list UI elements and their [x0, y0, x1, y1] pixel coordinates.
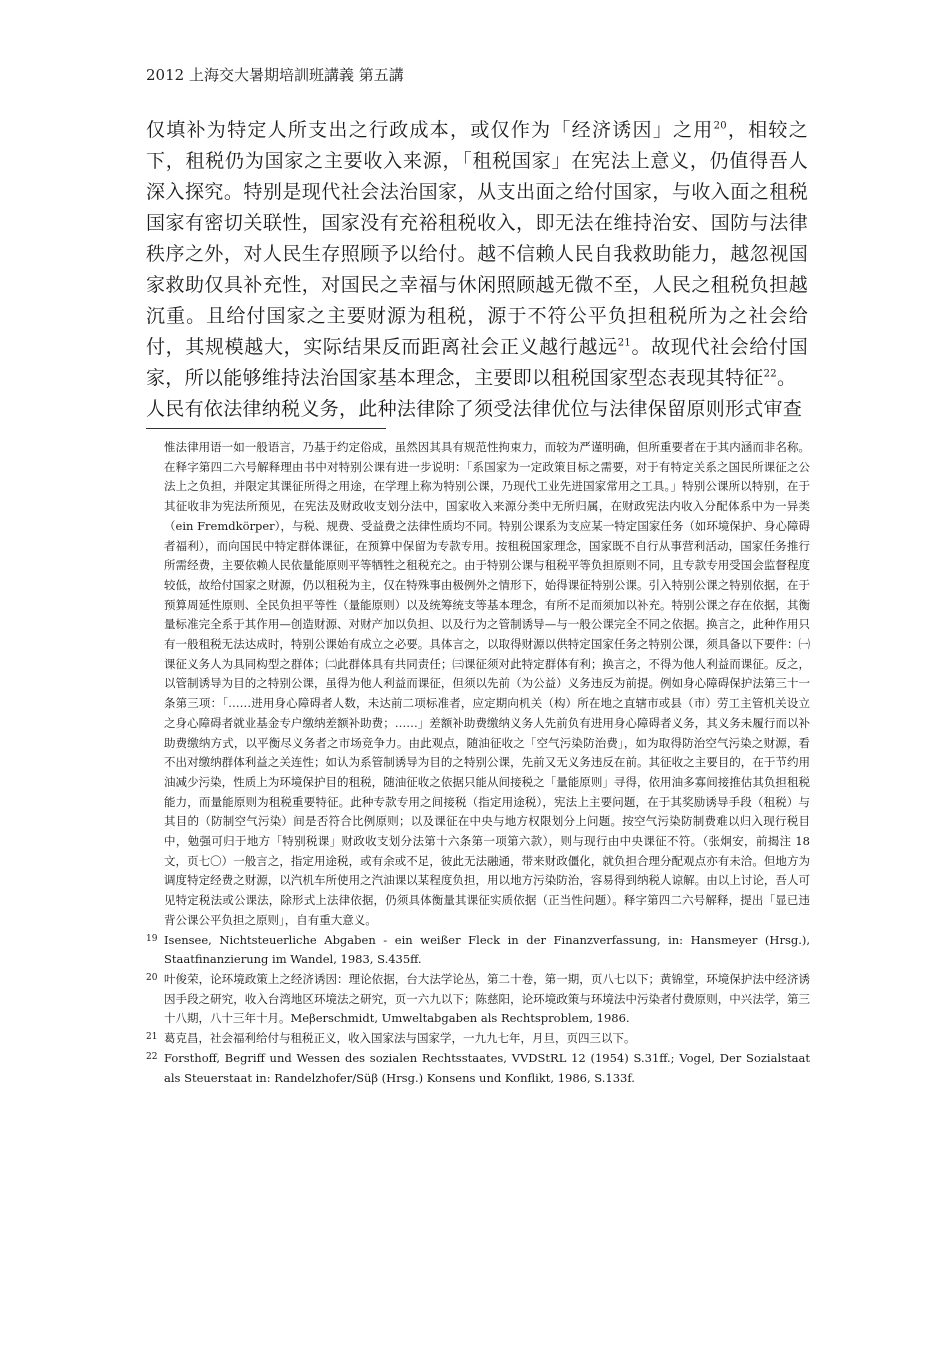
- text-run: 仅填补为特定人所支出之行政成本，或仅作为「经济诱因」之用: [146, 119, 714, 141]
- footnotes: [146, 438, 810, 1088]
- footnote-text: Isensee, Nichtsteuerliche Abgaben - ein weißer Fleck in der Finanzverfassung, in: Hansmeyer (Hrsg.), Staatfinanzierung im Wandel, 1983, S.435ff.: [164, 932, 810, 967]
- footnote-number: 22: [146, 1051, 158, 1062]
- footnote-number: 19: [146, 933, 158, 944]
- footnote-continuation: 惟法律用语一如一般语言，乃基于约定俗成，虽然因其具有规范性拘束力，而较为严谨明确，但所重要者在于其内涵而非名称。在释字第四二六号解释理由书中对特别公课有进一步说明：「系国家为一定政策目标之需要，对于有特定关系之国民所课征之公法上之负担，并限定其课征所得之用途，在学理上称为特别公课，乃现代工业先进国家常用之工具。」特别公课所以特别，在于其征收非为宪法所预见，在宪法及财政收支划分法中，国家收入来源分类中无所归属，在财政宪法内收入分配体系中为一异类（ein Fremdkörper），与税、规费、受益费之法律性质均不同。特别公课系为支应某一特定国家任务（如环境保护、身心障碍者福利），而向国民中特定群体课征，在预算中保留为专款专用。按租税国家理念，国家既不自行从事营利活动，国家任务推行所需经费，主要依赖人民依量能原则平等牺牲之租税充之。由于特别公课与租税平等负担原则不同，且专款专用受国会监督程度较低，故给付国家之财源，仍以租税为主，仅在特殊事由极例外之情形下，始得课征特别公课。引入特别公课之特别依据，在于预算周延性原则、全民负担平等性（量能原则）以及统筹统支等基本理念，有所不足而须加以补充。特别公课之存在依据，其衡量标准完全系于其作用—创造财源、对财产加以负担、以及行为之管制诱导—与一般公课完全不同之依据。换言之，此种作用只有一般租税无法达成时，特别公课始有成立之必要。具体言之，以取得财源以供特定国家任务之特别公课，须具备以下要件：㈠课征义务人为具同构型之群体；㈡此群体具有共同责任；㈢课征须对此特定群体有利；换言之，不得为他人利益而课征。反之，以管制诱导为目的之特别公课，虽得为他人利益而课征，但须以先前（为公益）义务违反为前提。例如身心障碍保护法第三十一条第三项：「……进用身心障碍者人数，未达前二项标准者，应定期向机关（构）所在地之直辖市或县（市）劳工主管机关设立之身心障碍者就业基金专户缴纳差额补助费；……」差额补助费缴纳义务人先前负有进用身心障碍者义务，其义务未履行而以补助费缴纳方式，以平衡尽义务者之市场竞争力。由此观点，随油征收之「空气污染防治费」，如为取得防治空气污染之财源，看不出对缴纳群体利益之关连性；如认为系管制诱导为目的之特别公课，先前又无义务违反在前。其征收之主要目的，在于节约用油减少污染，性质上为环境保护目的租税，随油征收之依据只能从间接税之「量能原则」寻得，依用油多寡间接推估其负担租税能力，而量能原则为租税重要特征。此种专款专用之间接税（指定用途税），宪法上主要问题，在于其奖励诱导手段（租税）与其目的（防制空气污染）间是否符合比例原则；以及课征在中央与地方权限划分上问题。按空气污染防制费难以归入现行税目中，勉强可归于地方「特别税课」财政收支划分法第十六条第一项第六款），则与现行由中央课征不符。（张炯安，前揭注 18 文，页七〇）一般言之，指定用途税，或有余或不足，彼此无法融通，带来财政僵化，就负担合理分配观点亦有未洽。但地方为调度特定经费之财源，以汽机车所使用之汽油课以某程度负担，用以地方污染防治，容易得到纳税人谅解。由以上讨论，吾人可见特定税法或公课法，除形式上法律依据，仍须具体衡量其课征实质依据（正当性问题）。释字第四二六号解释，提出「显已违背公课公平负担之原则」，自有重大意义。: [164, 440, 810, 927]
- footnote-text: 葛克昌，社会福利给付与租税正义，收入国家法与国家学，一九九七年，月旦，页四三以下。: [164, 1031, 636, 1046]
- footnote-21: [146, 1029, 810, 1049]
- page-header: 2012 上海交大暑期培訓班講義 第五講: [146, 66, 404, 84]
- footnote-ref-20[interactable]: 20: [713, 120, 727, 132]
- footnote-22: [146, 1049, 810, 1088]
- text-run: 。: [776, 367, 797, 389]
- text-run: ，相较之下，租税仍为国家之主要收入来源，「租税国家」在宪法上意义，仍值得吾人深入探究。特别是现代社会法治国家，从支出面之给付国家，与收入面之租税国家有密切关联性，国家没有充裕租税收入，即无法在维持治安、国防与法律秩序之外，对人民生存照顾予以给付。越不信赖人民自我救助能力，越忽视国家救助仅具补充性，对国民之幸福与休闲照顾越无微不至，人民之租税负担越沉重。且给付国家之主要财源为租税，源于不符公平负担租税所为之社会给付，其规模越大，实际结果反而距离社会正义越行越远: [146, 119, 809, 358]
- footnote-number: 20: [146, 972, 158, 983]
- paragraph-2: 人民有依法律纳税义务，此种法律除了须受法律优位与法律保留原则形式审查: [146, 398, 803, 420]
- footnote-text: 叶俊荣，论环境政策上之经济诱因：理论依据，台大法学论丛，第二十卷，第一期，页八七以下；黄锦堂，环境保护法中经济诱因手段之研究，收入台湾地区环境法之研究，页一六九以下；陈慈阳，论环境政策与环境法中污染者付费原则，中兴法学，第三十八期，八十三年十月。Meβerschmidt, Umweltabgaben als Rechtsproblem, 1986.: [164, 971, 810, 1026]
- text-run: 。故现代社会给付国家，所以能够维持法治国家基本理念，主要即以租税国家型态表现其特征: [146, 336, 809, 389]
- footnote-ref-22[interactable]: 22: [763, 368, 777, 380]
- footnote-number: 21: [146, 1032, 158, 1043]
- footnote-20: [146, 970, 810, 1029]
- footnote-ref-21[interactable]: 21: [617, 337, 632, 349]
- paragraph-1: [146, 115, 808, 394]
- footnote-19: [146, 931, 810, 970]
- footnote-divider: [146, 428, 386, 429]
- main-text: [146, 115, 808, 425]
- footnote-text: Forsthoff, Begriff und Wessen des sozialen Rechtsstaates, VVDStRL 12 (1954) S.31ff.; Vogel, Der Sozialstaat als Steuerstaat in: Randelzhofer/Süβ (Hrsg.) Konsens und Konflikt, 1986, S.133f.: [164, 1050, 810, 1085]
